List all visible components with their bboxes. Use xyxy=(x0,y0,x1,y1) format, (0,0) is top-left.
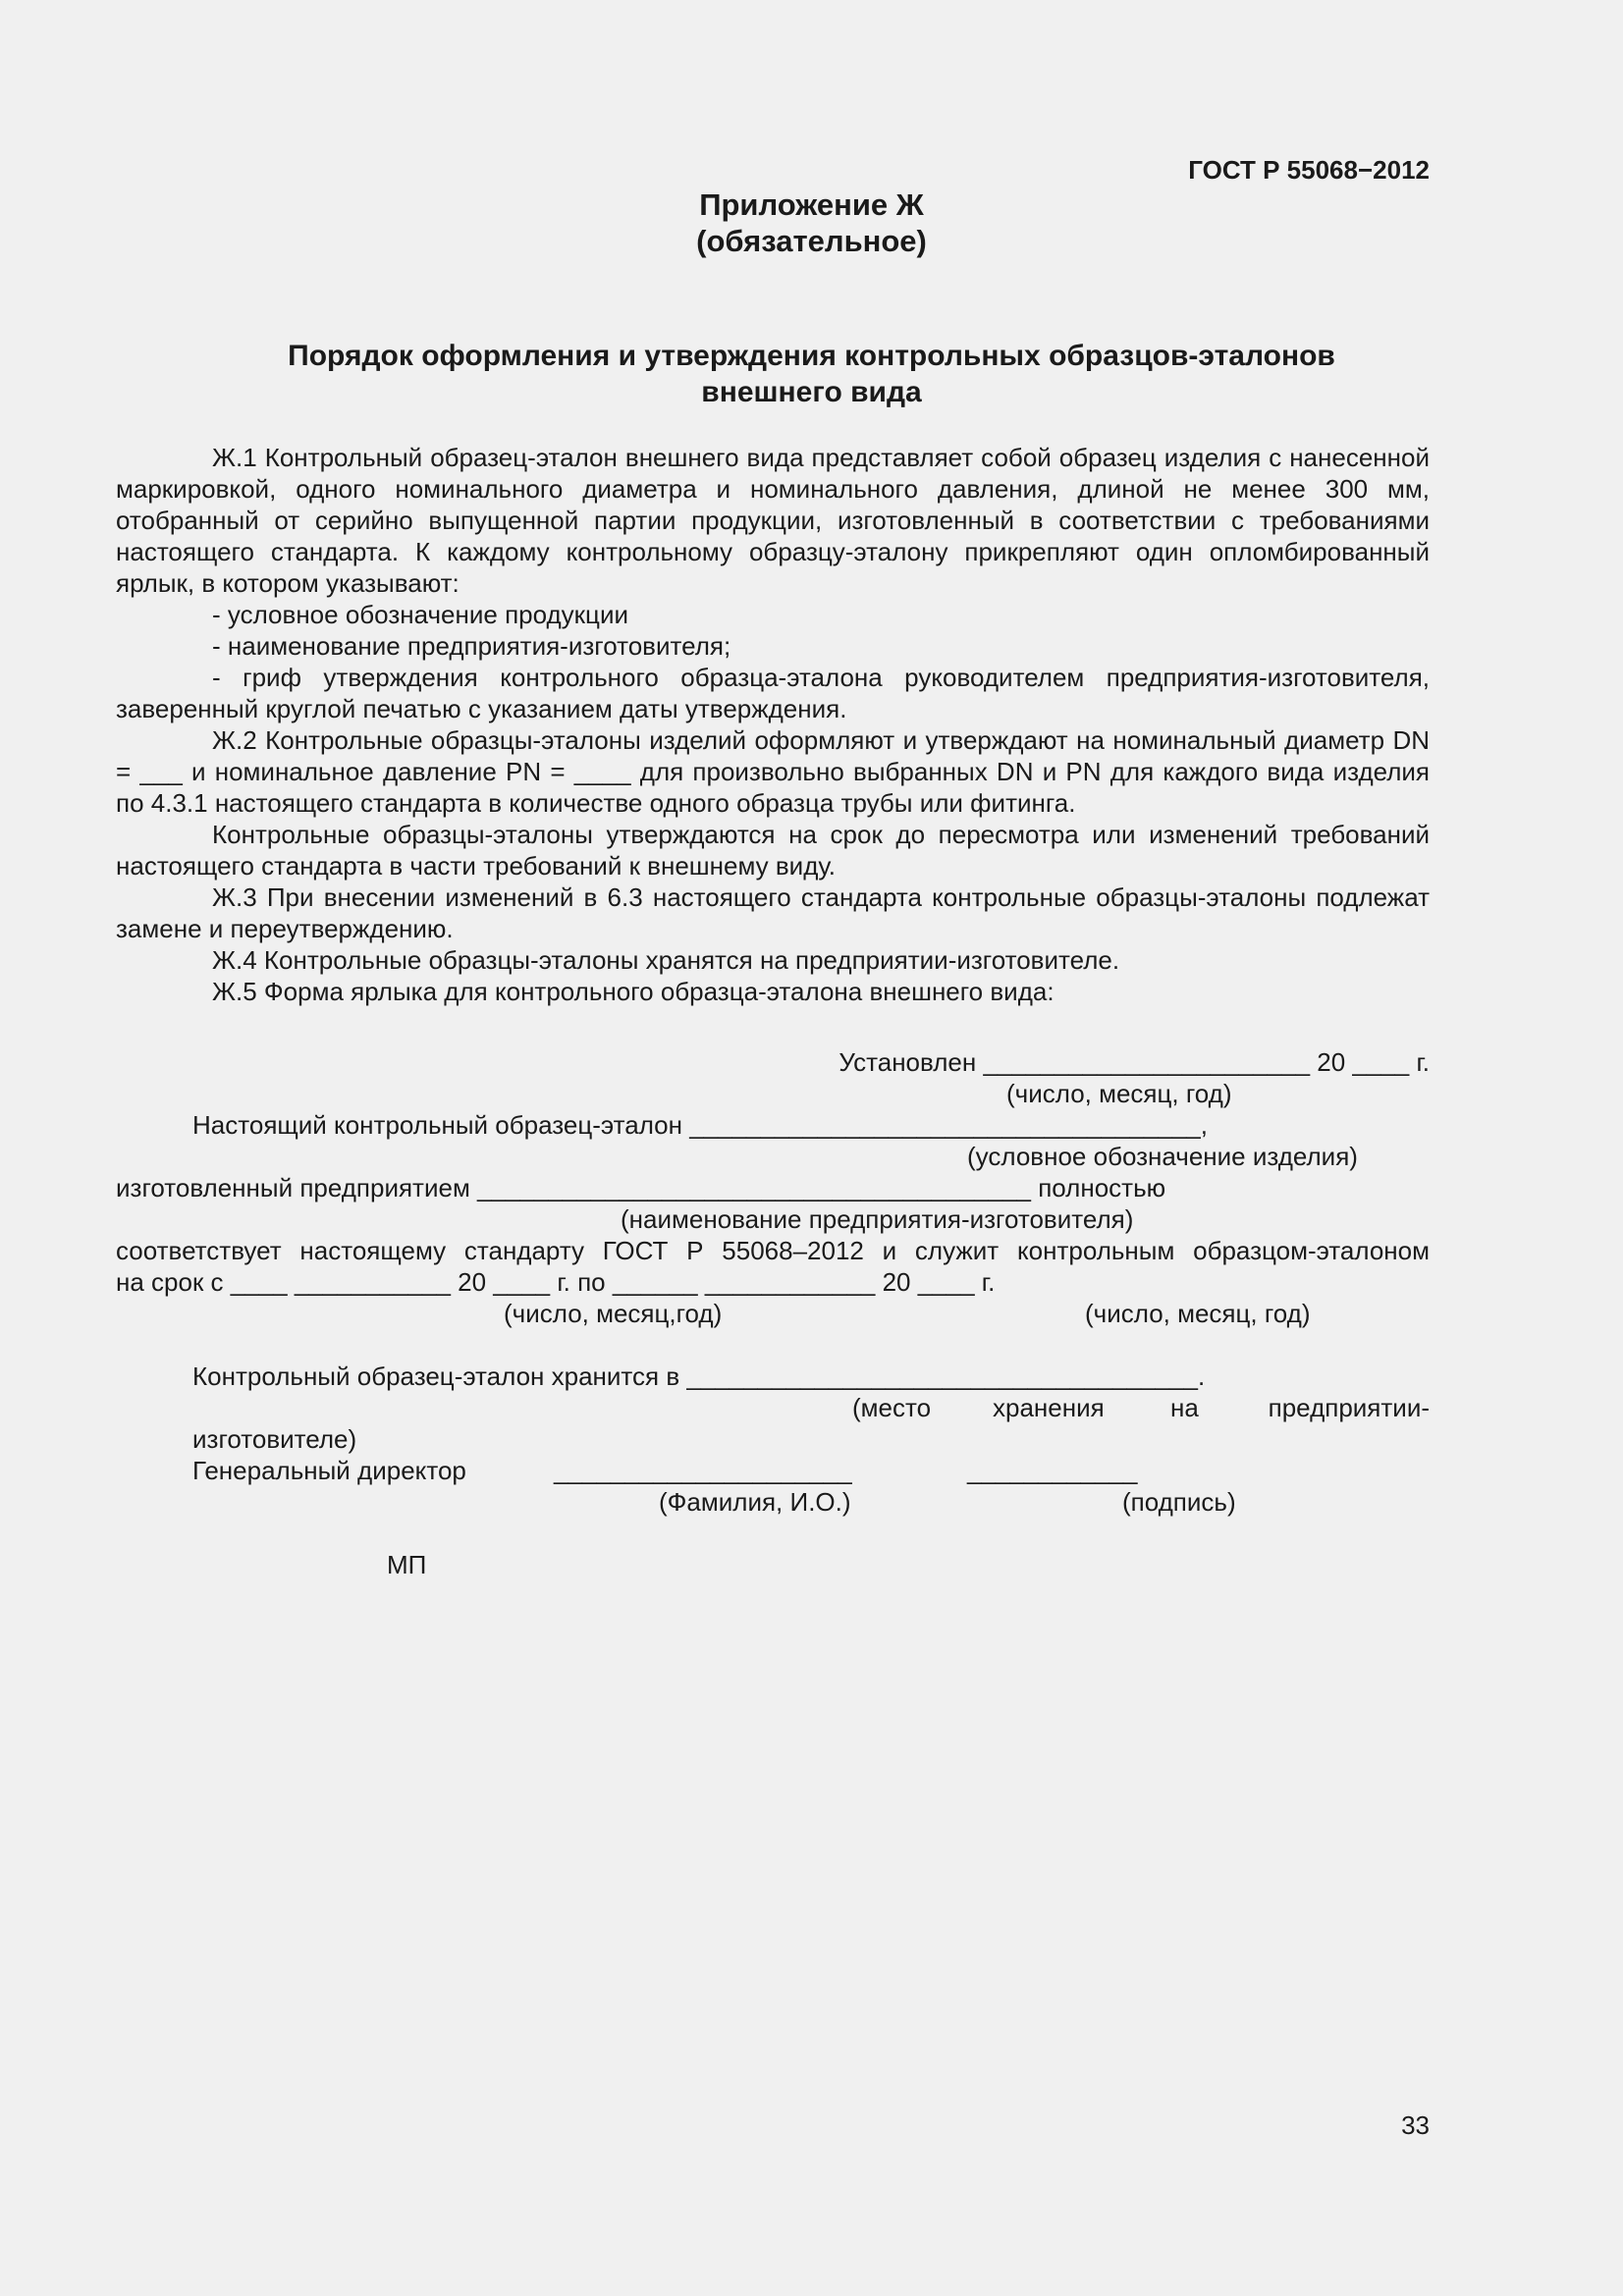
list-item: - наименование предприятия-изготовителя; xyxy=(212,631,731,661)
list-item: - условное обозначение продукции xyxy=(212,600,628,629)
form-term-hint-from: (число, месяц,год) xyxy=(504,1299,723,1328)
form-term-hint-to: (число, месяц, год) xyxy=(1085,1299,1311,1328)
paragraph-approval-term: Контрольные образцы-эталоны утверждаются на срок до пересмотра или изменений требований настоящего стандарта в части требований к внешнему виду. xyxy=(116,820,1430,881)
form-stored-hint-c: на xyxy=(1170,1393,1199,1422)
paragraph-zh5: Ж.5 Форма ярлыка для контрольного образца-эталона внешнего вида: xyxy=(212,977,1055,1006)
page-number: 33 xyxy=(1401,2110,1430,2140)
paragraph-zh2: Ж.2 Контрольные образцы-эталоны изделий оформляют и утверждают на номинальный диаметр DN = ___ и номинальное давление PN = ____ для произвольно выбранных DN и PN для каждого вида изделия по 4.3.1 настоящего стандарта в количестве одного образца трубы или фитинга. xyxy=(116,725,1430,818)
form-director-sign-blank: ____________ xyxy=(967,1456,1138,1485)
standard-number: ГОСТ Р 55068−2012 xyxy=(1188,155,1430,185)
section-heading-line1: Порядок оформления и утверждения контрольных образцов-эталонов xyxy=(288,340,1335,372)
form-stored-line: Контрольный образец-эталон хранится в ____________________________________. xyxy=(192,1362,1206,1391)
appendix-title: Приложение Ж xyxy=(699,187,924,222)
form-maker-line: изготовленный предприятием _______________________________________ полностью xyxy=(116,1173,1166,1202)
paragraph-zh3: Ж.3 При внесении изменений в 6.3 настоящего стандарта контрольные образцы-эталоны подлежат замене и переутверждению. xyxy=(116,882,1430,943)
paragraph-zh1: Ж.1 Контрольный образец-эталон внешнего вида представляет собой образец изделия с нанесенной маркировкой, одного номинального диаметра и номинального давления, длиной не менее 300 мм, отобранный от серийно выпущенной партии продукции, изготовленный в соответствии с требованиями настоящего стандарта. К каждому контрольному образцу-эталону прикрепляют один опломбированный ярлык, в котором указывают: xyxy=(116,443,1430,598)
form-term-line: на срок с ____ ___________ 20 ____ г. по ______ ____________ 20 ____ г. xyxy=(116,1267,996,1297)
form-director-name-blank: _____________________ xyxy=(554,1456,852,1485)
form-stored-hint-a: (место xyxy=(852,1393,932,1422)
form-established-line: Установлен _______________________ 20 ____ г. xyxy=(839,1047,1430,1077)
form-established-hint: (число, месяц, год) xyxy=(1006,1079,1232,1108)
section-heading-line2: внешнего вида xyxy=(701,376,922,408)
form-stored-hint-e: изготовителе) xyxy=(192,1424,357,1454)
form-stored-hint-b: хранения xyxy=(993,1393,1105,1422)
paragraph-zh4: Ж.4 Контрольные образцы-эталоны хранятся на предприятии-изготовителе. xyxy=(212,945,1120,975)
form-sign-hint: (подпись) xyxy=(1122,1487,1236,1517)
list-item: - гриф утверждения контрольного образца-эталона руководителем предприятия-изготовителя, заверенный круглой печатью с указанием даты утверждения. xyxy=(116,663,1430,723)
form-name-hint: (Фамилия, И.О.) xyxy=(659,1487,851,1517)
form-sample-hint: (условное обозначение изделия) xyxy=(967,1142,1358,1171)
form-seal-mark: МП xyxy=(387,1550,427,1579)
form-stored-hint-d: предприятии- xyxy=(1268,1393,1430,1422)
form-conform-line: соответствует настоящему стандарту ГОСТ Р 55068–2012 и служит контрольным образцом-эталоном xyxy=(116,1236,1430,1265)
form-sample-line: Настоящий контрольный образец-эталон ____________________________________, xyxy=(192,1110,1208,1140)
form-director-label: Генеральный директор xyxy=(192,1456,466,1485)
form-maker-hint: (наименование предприятия-изготовителя) xyxy=(621,1204,1134,1234)
appendix-status: (обязательное) xyxy=(696,224,927,258)
